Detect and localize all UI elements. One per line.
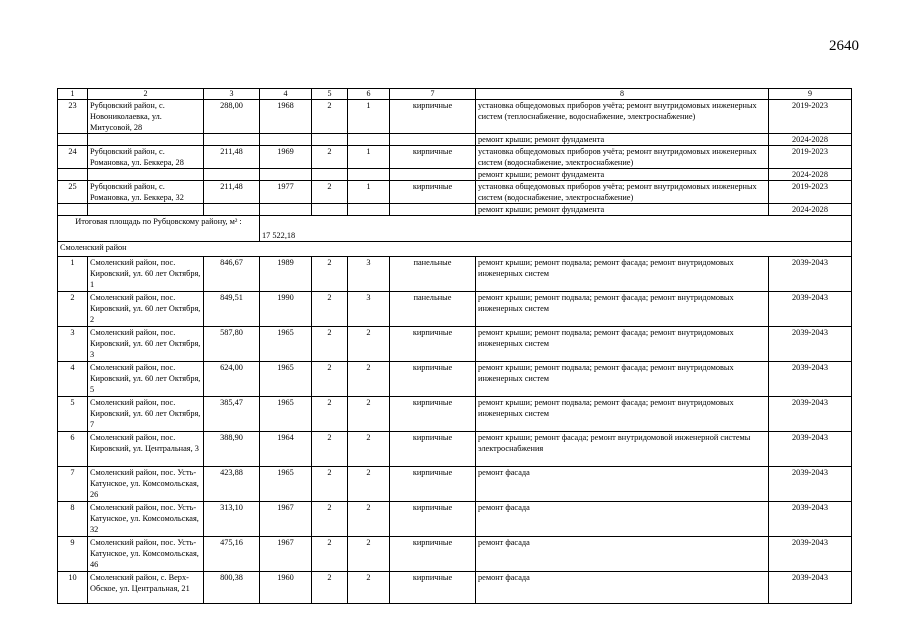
material-cell: кирпичные — [390, 572, 476, 604]
period-cell: 2039-2043 — [769, 432, 852, 467]
floors-cell: 2 — [312, 257, 348, 292]
works-cell: ремонт крыши; ремонт фундамента — [476, 204, 769, 216]
blank-cell — [312, 169, 348, 181]
blank-cell — [312, 204, 348, 216]
table-row — [58, 146, 852, 169]
entrances-cell: 1 — [348, 100, 390, 134]
year-cell: 1967 — [260, 537, 312, 572]
year-cell: 1964 — [260, 432, 312, 467]
row-number: 7 — [58, 467, 88, 502]
row-number: 25 — [58, 181, 88, 204]
blank-cell — [390, 134, 476, 146]
blank-cell — [58, 169, 88, 181]
period-cell: 2039-2043 — [769, 327, 852, 362]
works-cell: ремонт фасада — [476, 502, 769, 537]
year-cell: 1965 — [260, 397, 312, 432]
entrances-cell: 2 — [348, 572, 390, 604]
blank-cell — [348, 134, 390, 146]
floors-cell: 2 — [312, 146, 348, 169]
row-number: 23 — [58, 100, 88, 134]
works-cell: ремонт фасада — [476, 467, 769, 502]
capital-repair-table — [57, 88, 852, 604]
period-cell: 2039-2043 — [769, 292, 852, 327]
blank-cell — [88, 169, 204, 181]
page-number: 2640 — [829, 38, 859, 54]
column-number: 5 — [312, 89, 348, 100]
table-row — [58, 537, 852, 572]
area-cell: 385,47 — [204, 397, 260, 432]
period-cell: 2039-2043 — [769, 467, 852, 502]
row-number: 8 — [58, 502, 88, 537]
floors-cell: 2 — [312, 572, 348, 604]
entrances-cell: 2 — [348, 502, 390, 537]
address-cell: Смоленский район, пос. Усть-Катунское, ул. Комсомольская, 26 — [88, 467, 204, 502]
address-cell: Смоленский район, пос. Кировский, ул. 60 лет Октября, 3 — [88, 327, 204, 362]
area-cell: 288,00 — [204, 100, 260, 134]
material-cell: кирпичные — [390, 467, 476, 502]
table-row — [58, 572, 852, 604]
row-number: 24 — [58, 146, 88, 169]
table-row — [58, 467, 852, 502]
address-cell: Смоленский район, пос. Усть-Катунское, ул. Комсомольская, 32 — [88, 502, 204, 537]
column-number: 2 — [88, 89, 204, 100]
floors-cell: 2 — [312, 362, 348, 397]
area-cell: 388,90 — [204, 432, 260, 467]
year-cell: 1989 — [260, 257, 312, 292]
year-cell: 1960 — [260, 572, 312, 604]
table-row-continued — [58, 134, 852, 146]
works-cell: ремонт фасада — [476, 572, 769, 604]
blank-cell — [260, 169, 312, 181]
works-cell: ремонт крыши; ремонт фундамента — [476, 134, 769, 146]
material-cell: кирпичные — [390, 397, 476, 432]
floors-cell: 2 — [312, 100, 348, 134]
row-number: 4 — [58, 362, 88, 397]
table-row — [58, 432, 852, 467]
region-header: Смоленский район — [58, 242, 852, 257]
floors-cell: 2 — [312, 537, 348, 572]
area-cell: 475,16 — [204, 537, 260, 572]
period-cell: 2024-2028 — [769, 169, 852, 181]
blank-cell — [390, 204, 476, 216]
entrances-cell: 2 — [348, 362, 390, 397]
table-row — [58, 362, 852, 397]
material-cell: кирпичные — [390, 181, 476, 204]
year-cell: 1968 — [260, 100, 312, 134]
column-number: 1 — [58, 89, 88, 100]
year-cell: 1965 — [260, 467, 312, 502]
row-number: 5 — [58, 397, 88, 432]
region-row — [58, 242, 852, 257]
works-cell: ремонт крыши; ремонт подвала; ремонт фасада; ремонт внутридомовых инженерных систем — [476, 362, 769, 397]
entrances-cell: 2 — [348, 537, 390, 572]
year-cell: 1990 — [260, 292, 312, 327]
area-cell: 211,48 — [204, 146, 260, 169]
area-cell: 624,00 — [204, 362, 260, 397]
works-cell: установка общедомовых приборов учёта; ремонт внутридомовых инженерных систем (теплоснабжение, водоснабжение, электроснабжение) — [476, 100, 769, 134]
column-number: 4 — [260, 89, 312, 100]
row-number: 2 — [58, 292, 88, 327]
year-cell: 1977 — [260, 181, 312, 204]
period-cell: 2039-2043 — [769, 537, 852, 572]
year-cell: 1967 — [260, 502, 312, 537]
works-cell: ремонт крыши; ремонт подвала; ремонт фасада; ремонт внутридомовых инженерных систем — [476, 292, 769, 327]
row-number: 1 — [58, 257, 88, 292]
address-cell: Смоленский район, пос. Усть-Катунское, ул. Комсомольская, 46 — [88, 537, 204, 572]
material-cell: кирпичные — [390, 327, 476, 362]
table-row — [58, 181, 852, 204]
floors-cell: 2 — [312, 467, 348, 502]
floors-cell: 2 — [312, 292, 348, 327]
blank-cell — [88, 134, 204, 146]
area-cell: 800,38 — [204, 572, 260, 604]
year-cell: 1969 — [260, 146, 312, 169]
area-cell: 849,51 — [204, 292, 260, 327]
area-cell: 587,80 — [204, 327, 260, 362]
blank-cell — [260, 134, 312, 146]
row-number: 9 — [58, 537, 88, 572]
blank-cell — [260, 204, 312, 216]
column-number: 3 — [204, 89, 260, 100]
column-number-row — [58, 89, 852, 100]
address-cell: Смоленский район, пос. Кировский, ул. 60 лет Октября, 5 — [88, 362, 204, 397]
total-value: 17 522,18 — [260, 216, 852, 242]
entrances-cell: 1 — [348, 181, 390, 204]
floors-cell: 2 — [312, 502, 348, 537]
material-cell: кирпичные — [390, 362, 476, 397]
floors-cell: 2 — [312, 397, 348, 432]
table-row — [58, 100, 852, 134]
entrances-cell: 2 — [348, 432, 390, 467]
column-number: 8 — [476, 89, 769, 100]
address-cell: Рубцовский район, с. Новониколаевка, ул. Митусовой, 28 — [88, 100, 204, 134]
column-number: 6 — [348, 89, 390, 100]
column-number: 9 — [769, 89, 852, 100]
works-cell: ремонт крыши; ремонт фасада; ремонт внутридомовой инженерной системы электроснабжения — [476, 432, 769, 467]
row-number: 6 — [58, 432, 88, 467]
material-cell: панельные — [390, 257, 476, 292]
address-cell: Рубцовский район, с. Романовка, ул. Беккера, 32 — [88, 181, 204, 204]
year-cell: 1965 — [260, 362, 312, 397]
blank-cell — [348, 169, 390, 181]
floors-cell: 2 — [312, 181, 348, 204]
material-cell: кирпичные — [390, 146, 476, 169]
material-cell: кирпичные — [390, 537, 476, 572]
table-row — [58, 292, 852, 327]
row-number: 10 — [58, 572, 88, 604]
blank-cell — [204, 204, 260, 216]
works-cell: установка общедомовых приборов учёта; ремонт внутридомовых инженерных систем (водоснабжение, электроснабжение) — [476, 146, 769, 169]
entrances-cell: 2 — [348, 397, 390, 432]
area-cell: 313,10 — [204, 502, 260, 537]
year-cell: 1965 — [260, 327, 312, 362]
period-cell: 2024-2028 — [769, 134, 852, 146]
blank-cell — [348, 204, 390, 216]
blank-cell — [58, 134, 88, 146]
floors-cell: 2 — [312, 327, 348, 362]
works-cell: ремонт крыши; ремонт фундамента — [476, 169, 769, 181]
period-cell: 2039-2043 — [769, 502, 852, 537]
works-cell: ремонт фасада — [476, 537, 769, 572]
entrances-cell: 3 — [348, 257, 390, 292]
floors-cell: 2 — [312, 432, 348, 467]
period-cell: 2019-2023 — [769, 100, 852, 134]
address-cell: Рубцовский район, с. Романовка, ул. Беккера, 28 — [88, 146, 204, 169]
table-row — [58, 257, 852, 292]
address-cell: Смоленский район, пос. Кировский, ул. Центральная, 3 — [88, 432, 204, 467]
row-number: 3 — [58, 327, 88, 362]
period-cell: 2039-2043 — [769, 257, 852, 292]
table-row-continued — [58, 204, 852, 216]
period-cell: 2019-2023 — [769, 181, 852, 204]
entrances-cell: 2 — [348, 467, 390, 502]
blank-cell — [390, 169, 476, 181]
entrances-cell: 2 — [348, 327, 390, 362]
works-cell: ремонт крыши; ремонт подвала; ремонт фасада; ремонт внутридомовых инженерных систем — [476, 327, 769, 362]
material-cell: кирпичные — [390, 502, 476, 537]
area-cell: 423,88 — [204, 467, 260, 502]
material-cell: кирпичные — [390, 100, 476, 134]
table-row — [58, 397, 852, 432]
blank-cell — [312, 134, 348, 146]
works-cell: установка общедомовых приборов учёта; ремонт внутридомовых инженерных систем (водоснабжение, электроснабжение) — [476, 181, 769, 204]
column-number: 7 — [390, 89, 476, 100]
blank-cell — [204, 169, 260, 181]
period-cell: 2019-2023 — [769, 146, 852, 169]
material-cell: панельные — [390, 292, 476, 327]
entrances-cell: 3 — [348, 292, 390, 327]
period-cell: 2039-2043 — [769, 572, 852, 604]
period-cell: 2024-2028 — [769, 204, 852, 216]
table-row — [58, 502, 852, 537]
address-cell: Смоленский район, пос. Кировский, ул. 60 лет Октября, 7 — [88, 397, 204, 432]
table-row — [58, 327, 852, 362]
table-row-continued — [58, 169, 852, 181]
works-cell: ремонт крыши; ремонт подвала; ремонт фасада; ремонт внутридомовых инженерных систем — [476, 257, 769, 292]
total-row — [58, 216, 852, 242]
material-cell: кирпичные — [390, 432, 476, 467]
blank-cell — [58, 204, 88, 216]
entrances-cell: 1 — [348, 146, 390, 169]
period-cell: 2039-2043 — [769, 362, 852, 397]
address-cell: Смоленский район, пос. Кировский, ул. 60 лет Октября, 1 — [88, 257, 204, 292]
period-cell: 2039-2043 — [769, 397, 852, 432]
area-cell: 846,67 — [204, 257, 260, 292]
works-cell: ремонт крыши; ремонт подвала; ремонт фасада; ремонт внутридомовых инженерных систем — [476, 397, 769, 432]
blank-cell — [88, 204, 204, 216]
address-cell: Смоленский район, с. Верх-Обское, ул. Центральная, 21 — [88, 572, 204, 604]
blank-cell — [204, 134, 260, 146]
area-cell: 211,48 — [204, 181, 260, 204]
total-label: Итоговая площадь по Рубцовскому району, м² : — [58, 216, 260, 242]
address-cell: Смоленский район, пос. Кировский, ул. 60 лет Октября, 2 — [88, 292, 204, 327]
